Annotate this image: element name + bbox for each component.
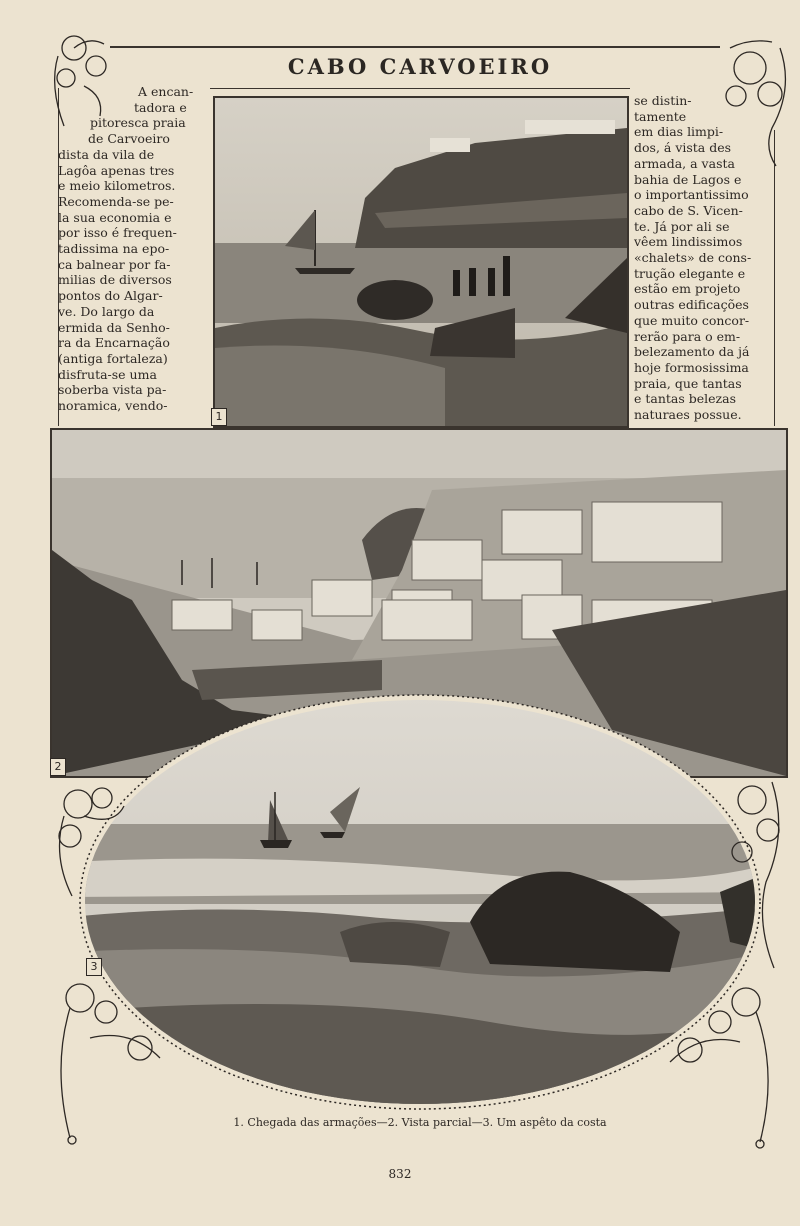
text-line: por isso é frequen-	[58, 225, 177, 241]
page-title: CABO CARVOEIRO	[287, 54, 553, 79]
text-line: bahia de Lagos e	[634, 171, 742, 187]
text-line: belezamento da já	[634, 344, 750, 360]
floral-ornament-top-left-icon	[44, 26, 124, 136]
photo-arrival-of-boats	[213, 96, 629, 428]
photo-3-number: 3	[86, 958, 102, 976]
floral-ornament-right-icon	[712, 772, 792, 972]
text-line: tamente	[634, 108, 687, 124]
text-line: que muito concor-	[634, 312, 750, 328]
text-line: pitoresca praia	[90, 115, 186, 131]
photo-2-number: 2	[50, 758, 66, 776]
text-line: hoje formosissima	[634, 359, 749, 375]
title-rule	[210, 88, 630, 89]
text-line: Lagôa apenas tres	[58, 162, 175, 178]
text-line: la sua economia e	[58, 209, 172, 225]
text-line: trução elegante e	[634, 265, 746, 281]
text-line: dista da vila de	[58, 146, 155, 162]
text-line: cabo de S. Vicen-	[634, 202, 743, 218]
floral-ornament-left-icon	[44, 776, 134, 906]
right-frame-line	[774, 130, 775, 426]
text-line: rerão para o em-	[634, 328, 741, 344]
text-line: outras edificações	[634, 297, 749, 313]
text-line: tadora e	[134, 99, 187, 115]
text-line: armada, a vasta	[634, 155, 735, 171]
photo-1-image	[215, 98, 627, 426]
text-line: tadissima na epo-	[58, 241, 170, 257]
text-line: se distin-	[634, 93, 692, 108]
text-line: e tantas belezas	[634, 391, 737, 407]
text-line: noramica, vendo-	[58, 398, 168, 414]
text-line: ermida da Senho-	[58, 319, 170, 335]
photo-1-number: 1	[211, 408, 227, 426]
figure-caption: 1. Chegada das armações—2. Vista parcial—3. Um aspêto da costa	[233, 1116, 607, 1129]
text-line: (antiga fortaleza)	[58, 350, 168, 366]
text-line: estão em projeto	[634, 281, 741, 297]
text-line: ca balnear por fa-	[58, 256, 171, 272]
text-line: dos, á vista des	[634, 140, 732, 156]
text-line: soberba vista pa-	[58, 382, 167, 398]
text-line: em dias limpi-	[634, 124, 724, 140]
text-line: milias de diversos	[58, 272, 172, 288]
top-rule	[110, 46, 720, 48]
text-line: A encan-	[138, 84, 194, 99]
page-number: 832	[388, 1167, 412, 1181]
text-line: de Carvoeiro	[88, 131, 170, 147]
text-line: praia, que tantas	[634, 375, 742, 391]
text-line: o importantissimo	[634, 187, 749, 203]
text-line: te. Já por ali se	[634, 218, 730, 234]
text-line: disfruta-se uma	[58, 366, 157, 382]
text-line: e meio kilometros.	[58, 178, 176, 194]
floral-ornament-top-right-icon	[710, 28, 796, 168]
text-line: Recomenda-se pe-	[58, 193, 174, 209]
text-line: «chalets» de cons-	[634, 250, 752, 266]
text-line: ra da Encarnação	[58, 335, 170, 351]
floral-ornament-bottom-left-icon	[50, 968, 170, 1148]
text-line: pontos do Algar-	[58, 288, 163, 304]
text-line: naturaes possue.	[634, 407, 742, 423]
text-line: ve. Do largo da	[58, 303, 155, 319]
text-line: vêem lindissimos	[634, 234, 743, 250]
